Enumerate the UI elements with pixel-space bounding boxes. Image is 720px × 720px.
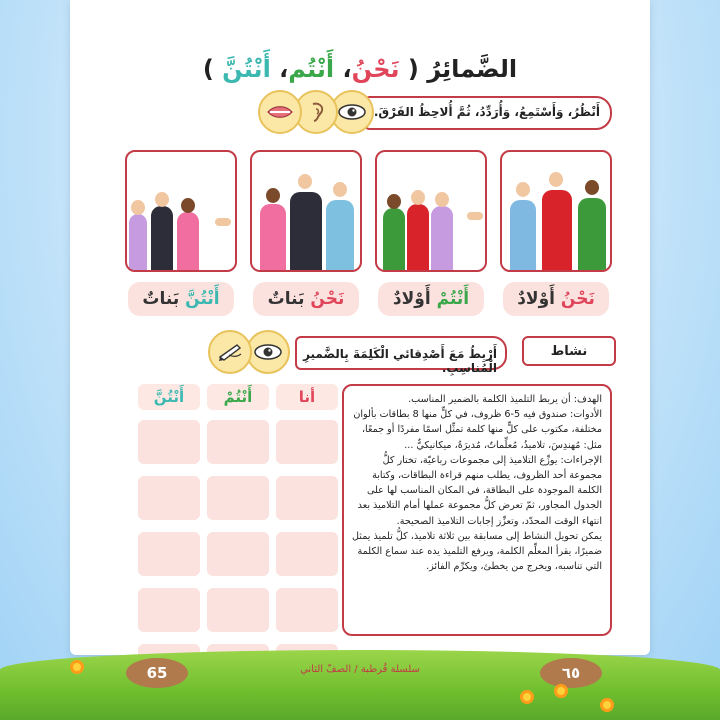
col-header-antunna — [138, 384, 200, 410]
title-sep-1: ، — [334, 55, 352, 83]
picture-we-girls — [250, 150, 362, 272]
col-header-antum — [207, 384, 269, 410]
title-pronoun-2: أَنْتُم — [288, 55, 335, 83]
table-cell — [276, 532, 338, 576]
flower-decoration — [554, 684, 568, 698]
instruction-text: أَنْظُرُ، وَأَسْتَمِعُ، وَأُرَدِّدُ، ثُمَّ أُلاحِظُ الفَرْقَ. — [373, 105, 600, 119]
label-you-girls — [128, 282, 234, 316]
table-cell — [207, 476, 269, 520]
col-header-label: أَنْتُنَّ — [153, 388, 185, 406]
table-cell — [207, 532, 269, 576]
series-name-text: سلسلة قُرطبة / الصفّ الثاني — [300, 664, 420, 675]
label-we-girls — [253, 282, 359, 316]
label-you-boys — [378, 282, 484, 316]
page-number-right — [540, 658, 602, 688]
activity-instruction-text: أَرْبِطُ مَعَ أَصْدِقائي الْكَلِمَةَ بِالضَّميرِ الْمُناسِبِ. — [303, 347, 497, 375]
title-pronoun-3: أَنْتُنَّ — [222, 55, 271, 83]
title-close: ) — [202, 55, 214, 83]
col-header-label: أنا — [298, 388, 316, 406]
title-sep-2: ، — [270, 55, 289, 83]
table-cell — [138, 476, 200, 520]
table-cell — [276, 476, 338, 520]
label-noun: بَناتٌ — [267, 289, 305, 309]
col-header-label: أَنْتُمْ — [223, 388, 253, 406]
table-cell — [138, 532, 200, 576]
picture-you-girls — [125, 150, 237, 272]
picture-you-boys — [375, 150, 487, 272]
page-number-right-text: ٦٥ — [561, 664, 581, 682]
table-cell — [276, 588, 338, 632]
table-cell — [207, 588, 269, 632]
activity-tag — [522, 336, 616, 366]
page-title — [150, 55, 570, 89]
page-number-left — [126, 658, 188, 688]
label-pronoun: نَحْنُ — [560, 289, 595, 309]
eye-icon — [246, 330, 290, 374]
mouth-icon — [258, 90, 302, 134]
activity-instruction-box — [295, 336, 507, 375]
title-pronoun-1: نَحْنُ — [351, 55, 400, 83]
table-cell — [138, 420, 200, 464]
activity-tag-label: نشاط — [550, 343, 588, 359]
title-main: الضَّمائِرُ ( — [407, 55, 518, 83]
flower-decoration — [70, 660, 84, 674]
writing-hand-icon — [208, 330, 252, 374]
note-variation: يمكن تحويل النشاط إلى مسابقة بين ثلاثة تلاميذ، كلُّ تلميذ يمثل ضميرًا، يقرأ المعلِّم الكلمة، ويرفع التلميذ يده عند سماع الكلمة التي تناسبه، ويخرج من يخطئ، ويكرِّم الفائز. — [352, 530, 602, 573]
teacher-notes-box — [342, 384, 612, 636]
label-noun: أَوْلادٌ — [392, 289, 431, 309]
label-we-boys — [503, 282, 609, 316]
table-cell — [276, 420, 338, 464]
label-pronoun: نَحْنُ — [310, 289, 345, 309]
label-pronoun: أَنْتُمْ — [436, 289, 470, 309]
note-goal: الهدف: أن يربط التلميذ الكلمة بالضمير المناسب. — [408, 394, 602, 405]
label-pronoun: أَنْتُنَّ — [185, 289, 220, 309]
label-noun: أَوْلادٌ — [517, 289, 555, 309]
page-number-left-text: 65 — [146, 664, 168, 682]
flower-decoration — [520, 690, 534, 704]
table-cell — [207, 420, 269, 464]
table-cell — [138, 588, 200, 632]
label-noun: بَناتٌ — [142, 289, 180, 309]
flower-decoration — [600, 698, 614, 712]
note-procedure: الإجراءات: يوزِّع التلاميذ إلى مجموعات رباعيّة، تختار كلُّ مجموعة أحد الظروف، يطلب منهم قراءة البطاقات، وكتابة الكلمة الموجودة على البطاقة، في المكان المناسب لها على الجدول المجاور، ثمّ تعرض كلُّ مجموعة عملها أمام التلاميذ بعد انتهاء الوقت المحدّد، وتعزِّز إجابات التلاميذ الصحيحة. — [357, 454, 602, 527]
instruction-box — [362, 96, 612, 130]
note-tools: الأدوات: صندوق فيه 5-6 ظروف، في كلٍّ منها 8 بطاقات بألوان مختلفة، مكتوب على كلٍّ منها كلمة تمثِّل اسمًا مفردًا أو جمعًا، مثل: مُهندِسَ، تلاميذُ، مُعلِّماتٌ، مُديرَةُ، ميكانيكيٌّ ... — [353, 409, 602, 451]
col-header-ana — [276, 384, 338, 410]
picture-we-boys — [500, 150, 612, 272]
series-name — [240, 664, 480, 675]
